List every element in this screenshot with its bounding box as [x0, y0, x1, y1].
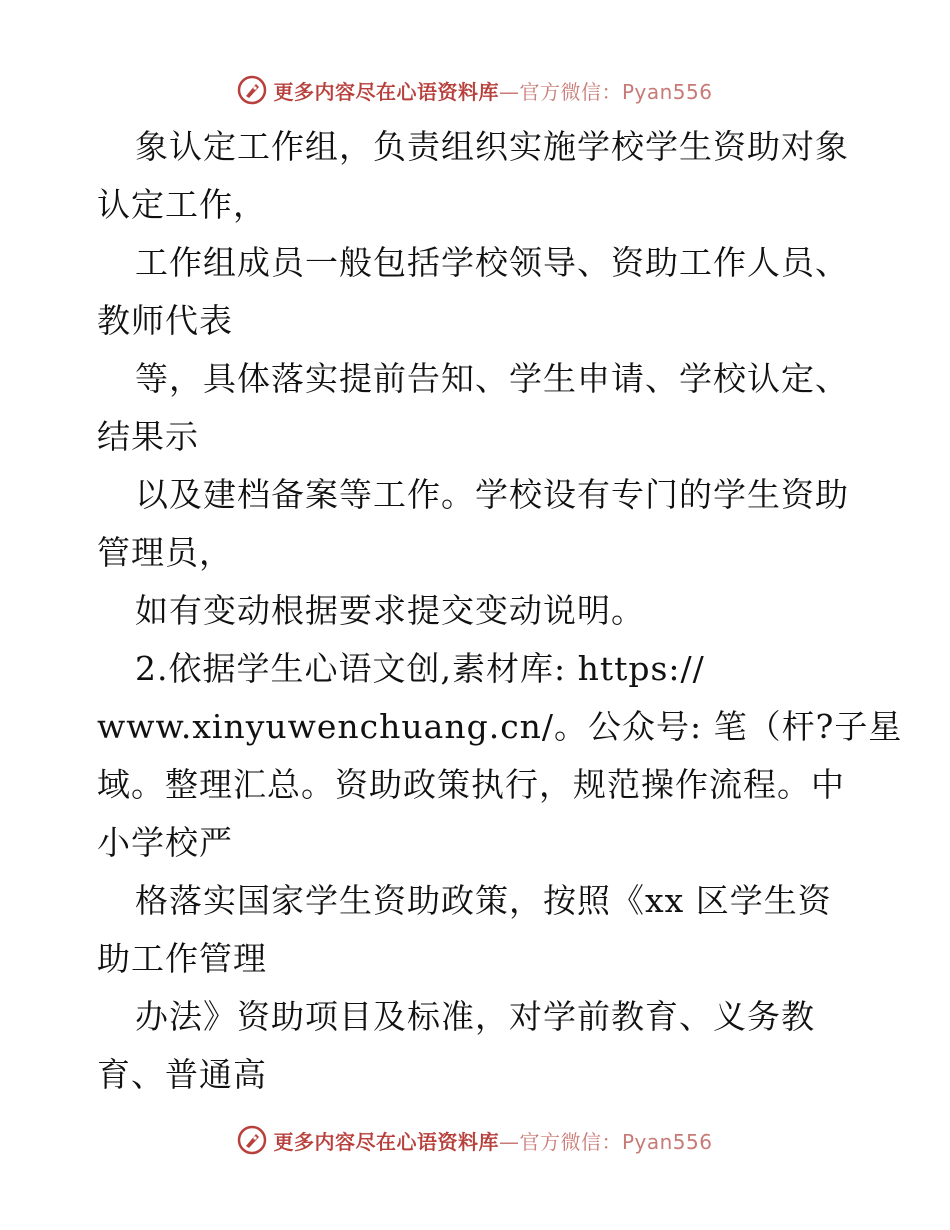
text-line: 结果示	[97, 417, 199, 456]
footer-banner	[0, 1120, 950, 1160]
text-line: 育、普通高	[97, 1055, 267, 1094]
text-line: www.xinyuwenchuang.cn/。公众号: 笔（杆?子星	[97, 707, 903, 746]
banner-lead-text: 更多内容尽在心语资料库	[273, 1129, 499, 1154]
text-line: 格落实国家学生资助政策，按照《xx 区学生资	[135, 881, 832, 920]
pen-nib-logo-icon	[237, 1125, 267, 1155]
text-line: 管理员，	[97, 533, 233, 572]
text-line: 小学校严	[97, 823, 233, 862]
text-line: 2.依据学生心语文创,素材库: https://	[135, 649, 705, 688]
text-line: 认定工作，	[97, 185, 267, 224]
banner-contact-text: —官方微信：Pyan556	[498, 1129, 713, 1154]
text-line: 办法》资助项目及标准，对学前教育、义务教	[135, 997, 815, 1036]
banner-contact-text: —官方微信：Pyan556	[498, 79, 713, 104]
text-line: 以及建档备案等工作。学校设有专门的学生资助	[135, 475, 849, 514]
text-line: 等，具体落实提前告知、学生申请、学校认定、	[135, 359, 849, 398]
text-line: 象认定工作组，负责组织实施学校学生资助对象	[135, 127, 849, 166]
text-line: 如有变动根据要求提交变动说明。	[135, 591, 645, 630]
banner-lead-text: 更多内容尽在心语资料库	[273, 79, 499, 104]
pen-nib-logo-icon	[237, 75, 267, 105]
text-line: 助工作管理	[97, 939, 267, 978]
text-line: 教师代表	[97, 301, 233, 340]
document-body	[97, 118, 903, 1104]
header-banner	[0, 70, 950, 110]
text-line: 工作组成员一般包括学校领导、资助工作人员、	[135, 243, 849, 282]
text-line: 域。整理汇总。资助政策执行，规范操作流程。中	[97, 765, 845, 804]
